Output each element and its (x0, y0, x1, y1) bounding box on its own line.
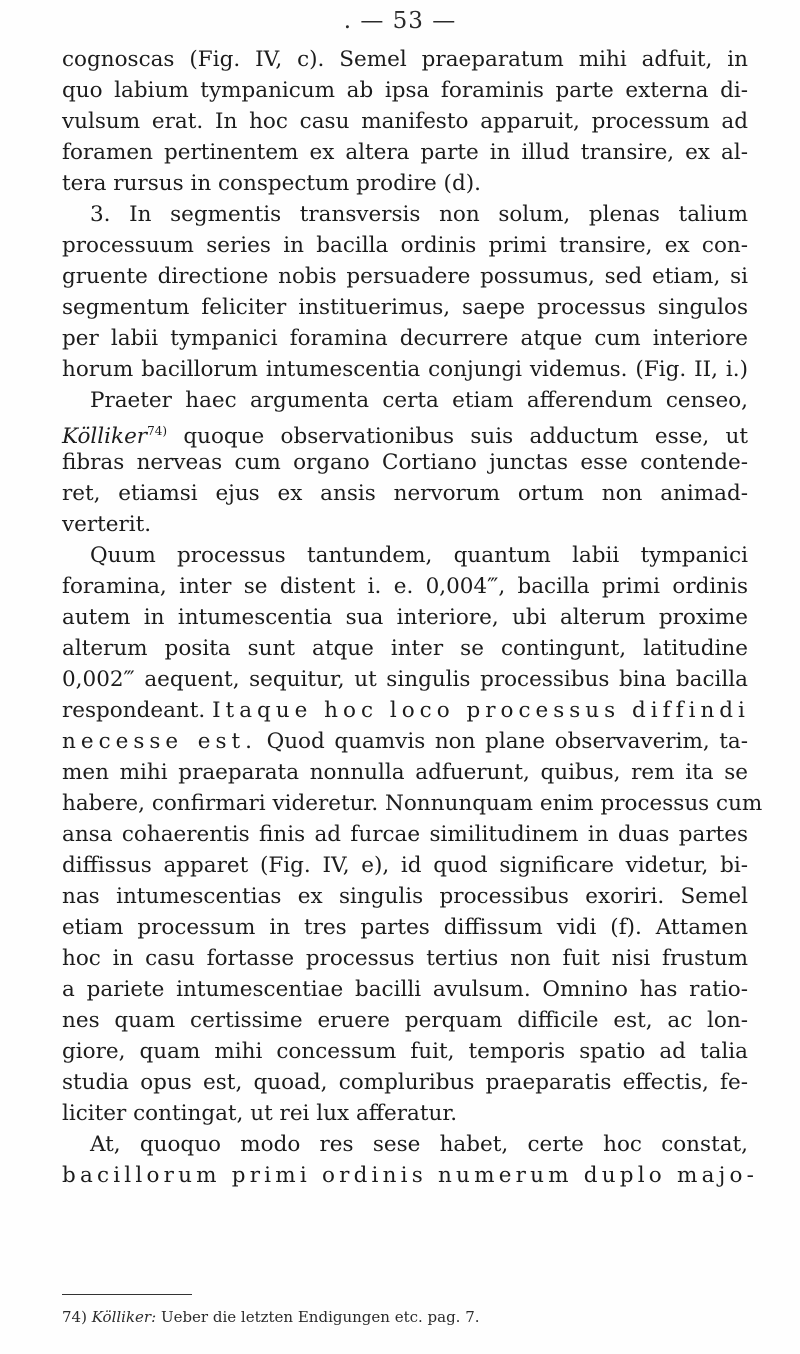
text-line: fibras nerveas cum organo Cortiano junctas esse contende- (62, 450, 748, 475)
text-line: per labii tympanici foramina decurrere atque cum interiore (62, 326, 748, 351)
text-line: alterum posita sunt atque inter se contingunt, latitudine (62, 636, 748, 661)
text-line: Quum processus tantundem, quantum labii tympanici (90, 543, 748, 568)
text-line: processuum series in bacilla ordinis primi transire, ex con- (62, 233, 748, 258)
text-line: At, quoquo modo res sese habet, certe hoc constat, (90, 1132, 748, 1157)
text-fragment: Quod quamvis non plane observaverim, ta- (266, 729, 748, 754)
text-line: foramen pertinentem ex altera parte in illud transire, ex al- (62, 140, 748, 165)
text-line: foramina, inter se distent i. e. 0,004‴, bacilla primi ordinis (62, 574, 748, 599)
text-fragment: quoque observationibus suis adductum esse, ut (183, 424, 748, 450)
footnote-divider (62, 1294, 192, 1295)
text-line: cognoscas (Fig. IV, c). Semel praeparatum mihi adfuit, in (62, 47, 748, 72)
body-text (62, 44, 763, 1191)
page-number: . — 53 — (343, 8, 457, 34)
text-line: habere, confirmari videretur. Nonnunquam enim processus cum (62, 791, 763, 816)
text-line: tera rursus in conspectum prodire (d). (62, 171, 481, 196)
text-line: vulsum erat. In hoc casu manifesto apparuit, processum ad (62, 109, 748, 134)
text-line: men mihi praeparata nonnulla adfuerunt, quibus, rem ita se (62, 760, 748, 785)
text-line: 0,002‴ aequent, sequitur, ut singulis processibus bina bacilla (62, 667, 748, 692)
text-line: Praeter haec argumenta certa etiam afferendum censeo, (90, 388, 748, 413)
footnote (62, 1307, 748, 1327)
emphasized-text: necesse est. (62, 729, 257, 754)
text-line: autem in intumescentia sua interiore, ubi alterum proxime (62, 605, 748, 630)
text-line-with-emphasis (62, 726, 748, 757)
footnote-author: Kölliker: (91, 1308, 157, 1326)
text-line: 3. In segmentis transversis non solum, plenas talium (90, 202, 748, 227)
footnote-marker: 74) (62, 1308, 87, 1326)
cited-author: Kölliker (62, 424, 148, 450)
text-fragment: respondeant. (62, 698, 206, 723)
text-line: a pariete intumescentiae bacilli avulsum. Omnino has ratio- (62, 977, 748, 1002)
footnote-reference: 74) (147, 424, 168, 438)
emphasized-text-line: bacillorum primi ordinis numerum duplo majo- (62, 1163, 759, 1188)
text-line-with-emphasis (62, 695, 748, 726)
text-line: nas intumescentias ex singulis processibus exoriri. Semel (62, 884, 748, 909)
footnote-text: Ueber die letzten Endigungen etc. pag. 7. (160, 1308, 480, 1326)
emphasized-text: Itaque hoc loco processus diffindi (212, 698, 750, 723)
text-line: etiam processum in tres partes diffissum vidi (f). Attamen (62, 915, 748, 940)
text-line: nes quam certissime eruere perquam difficile est, ac lon- (62, 1008, 748, 1033)
text-line: ret, etiamsi ejus ex ansis nervorum ortum non animad- (62, 481, 748, 506)
text-line: diffissus apparet (Fig. IV, e), id quod significare videtur, bi- (62, 853, 748, 878)
text-line: segmentum feliciter instituerimus, saepe processus singulos (62, 295, 748, 320)
text-line: quo labium tympanicum ab ipsa foraminis parte externa di- (62, 78, 748, 103)
text-line: hoc in casu fortasse processus tertius non fuit nisi frustum (62, 946, 748, 971)
text-line: gruente directione nobis persuadere possumus, sed etiam, si (62, 264, 748, 289)
text-line: horum bacillorum intumescentia conjungi videmus. (Fig. II, i.) (62, 357, 748, 382)
text-line: verterit. (62, 512, 152, 537)
text-line-with-citation (62, 416, 748, 450)
text-line: giore, quam mihi concessum fuit, temporis spatio ad talia (62, 1039, 748, 1064)
text-line: studia opus est, quoad, compluribus praeparatis effectis, fe- (62, 1070, 748, 1095)
text-line: ansa cohaerentis finis ad furcae similitudinem in duas partes (62, 822, 748, 847)
text-line: liciter contingat, ut rei lux afferatur. (62, 1101, 458, 1126)
